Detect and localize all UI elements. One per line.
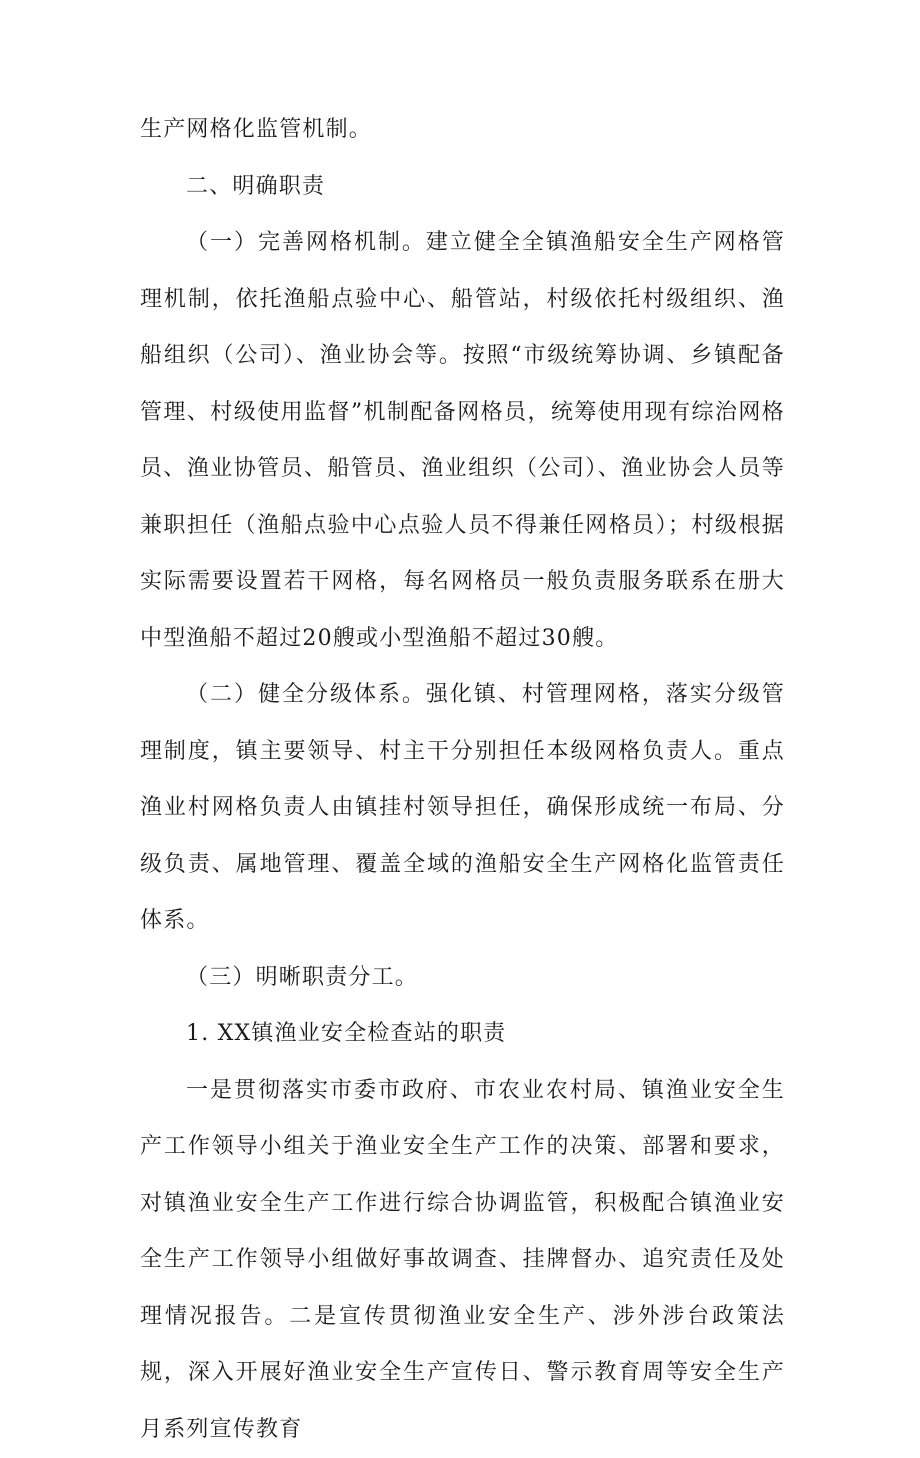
paragraph-continuation: 生产网格化监管机制。: [140, 102, 785, 159]
section-heading: 二、明确职责: [140, 159, 785, 216]
paragraph-tiered-system: （二）健全分级体系。强化镇、村管理网格，落实分级管理制度，镇主要领导、村主干分别担任本级网格负责人。重点渔业村网格负责人由镇挂村领导担任，确保形成统一布局、分级负责、属地管理、覆盖全域的渔船安全生产网格化监管责任体系。: [140, 667, 785, 950]
subheading-duties: （三）明晰职责分工。: [140, 950, 785, 1007]
paragraph-grid-mechanism: （一）完善网格机制。建立健全全镇渔船安全生产网格管理机制，依托渔船点验中心、船管站，村级依托村级组织、渔船组织（公司）、渔业协会等。按照“市级统筹协调、乡镇配备管理、村级使用监督”机制配备网格员，统筹使用现有综治网格员、渔业协管员、船管员、渔业组织（公司）、渔业协会人员等兼职担任（渔船点验中心点验人员不得兼任网格员）；村级根据实际需要设置若干网格，每名网格员一般负责服务联系在册大中型渔船不超过20艘或小型渔船不超过30艘。: [140, 215, 785, 667]
subheading-station-duties: 1. XX镇渔业安全检查站的职责: [140, 1006, 785, 1063]
paragraph-station-duties: 一是贯彻落实市委市政府、市农业农村局、镇渔业安全生产工作领导小组关于渔业安全生产工作的决策、部署和要求，对镇渔业安全生产工作进行综合协调监管，积极配合镇渔业安全生产工作领导小组做好事故调查、挂牌督办、追究责任及处理情况报告。二是宣传贯彻渔业安全生产、涉外涉台政策法规，深入开展好渔业安全生产宣传日、警示教育周等安全生产月系列宣传教育: [140, 1063, 785, 1458]
document-body: [140, 102, 785, 1458]
